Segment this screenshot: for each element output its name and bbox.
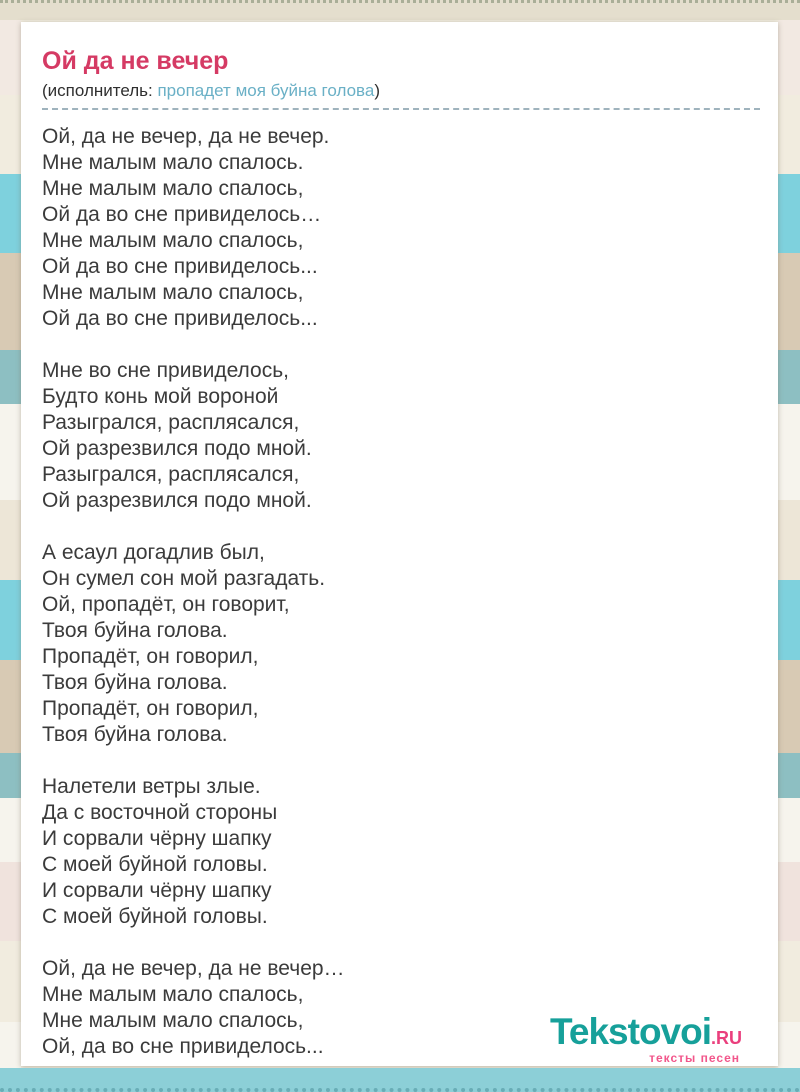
lyric-line: Мне малым мало спалось. [42,151,304,175]
lyric-line: С моей буйной головы. [42,853,268,877]
stripe [778,660,800,753]
lyric-line: С моей буйной головы. [42,905,268,929]
brand-tagline: тексты песен [649,1051,740,1065]
lyric-line: Ой да во сне привиделось... [42,255,318,279]
artist-link[interactable]: пропадет моя буйна голова [157,81,375,100]
lyric-line: Ой да во сне привиделось... [42,307,318,331]
lyric-line: И сорвали чёрну шапку [42,827,272,851]
lyric-line: И сорвали чёрну шапку [42,879,272,903]
lyric-line: Ой разрезвился подо мной. [42,437,312,461]
stanza [42,358,760,514]
stripe [778,253,800,350]
lyric-line: Ой, пропадёт, он говорит, [42,593,290,617]
lyric-line: Ой, да не вечер, да не вечер. [42,125,330,149]
stanza [42,540,760,748]
stripe [778,941,800,1022]
stripe [778,580,800,660]
stripe [0,404,21,500]
content-card [21,22,778,1066]
lyric-line: Мне малым мало спалось, [42,177,304,201]
right-stripe-column [778,20,800,1068]
stripe [778,20,800,95]
top-border-band [0,0,800,20]
stripe [778,174,800,253]
stripe [778,95,800,174]
lyric-line: Твоя буйна голова. [42,723,228,747]
lyric-line: А есаул догадлив был, [42,541,265,565]
stanza [42,774,760,930]
lyric-line: Твоя буйна голова. [42,671,228,695]
lyric-line: Мне малым мало спалось, [42,229,304,253]
lyric-line: Пропадёт, он говорил, [42,645,259,669]
brand-name: Tekstovoi [550,1011,711,1052]
bottom-border-band [0,1068,800,1092]
lyric-line: Ой да во сне привиделось… [42,203,322,227]
stripe [778,753,800,798]
lyric-line: Он сумел сон мой разгадать. [42,567,326,591]
site-logo-text [550,1013,742,1050]
lyric-line: Будто конь мой вороной [42,385,279,409]
brand-tld: .RU [711,1028,742,1048]
stripe [778,798,800,862]
stripe [0,580,21,660]
stripe [778,862,800,941]
lyric-line: Мне малым мало спалось, [42,1009,304,1033]
stripe [0,1022,21,1068]
lyric-line: Мне малым мало спалось, [42,281,304,305]
lyric-line: Мне во сне привиделось, [42,359,289,383]
lyric-line: Ой разрезвился подо мной. [42,489,312,513]
page-title: Ой да не вечер [42,47,229,75]
stripe [0,174,21,253]
stripe [778,500,800,580]
dashed-separator [42,108,760,110]
stripe [0,500,21,580]
stripe [0,253,21,350]
stripe [0,862,21,941]
stripe [778,404,800,500]
stripe [0,20,21,95]
lyric-line: Пропадёт, он говорил, [42,697,259,721]
artist-label-close: ) [374,81,380,100]
stripe [0,95,21,174]
lyric-line: Да с восточной стороны [42,801,278,825]
stripe [0,798,21,862]
lyric-line: Ой, да не вечер, да не вечер… [42,957,345,981]
stripe [0,660,21,753]
artist-line [42,81,760,101]
lyric-line: Разыгрался, расплясался, [42,411,300,435]
site-logo[interactable] [550,1013,742,1064]
stripe [778,1022,800,1068]
lyric-line: Разыгрался, расплясался, [42,463,300,487]
stanza [42,124,760,332]
lyric-line: Ой, да во сне привиделось... [42,1035,324,1059]
stripe [0,753,21,798]
artist-label: (исполнитель: [42,81,158,100]
stripe [778,350,800,404]
lyrics [42,124,760,1060]
lyric-line: Твоя буйна голова. [42,619,228,643]
left-stripe-column [0,20,21,1068]
stripe [0,350,21,404]
lyric-line: Налетели ветры злые. [42,775,261,799]
stripe [0,941,21,1022]
lyric-line: Мне малым мало спалось, [42,983,304,1007]
